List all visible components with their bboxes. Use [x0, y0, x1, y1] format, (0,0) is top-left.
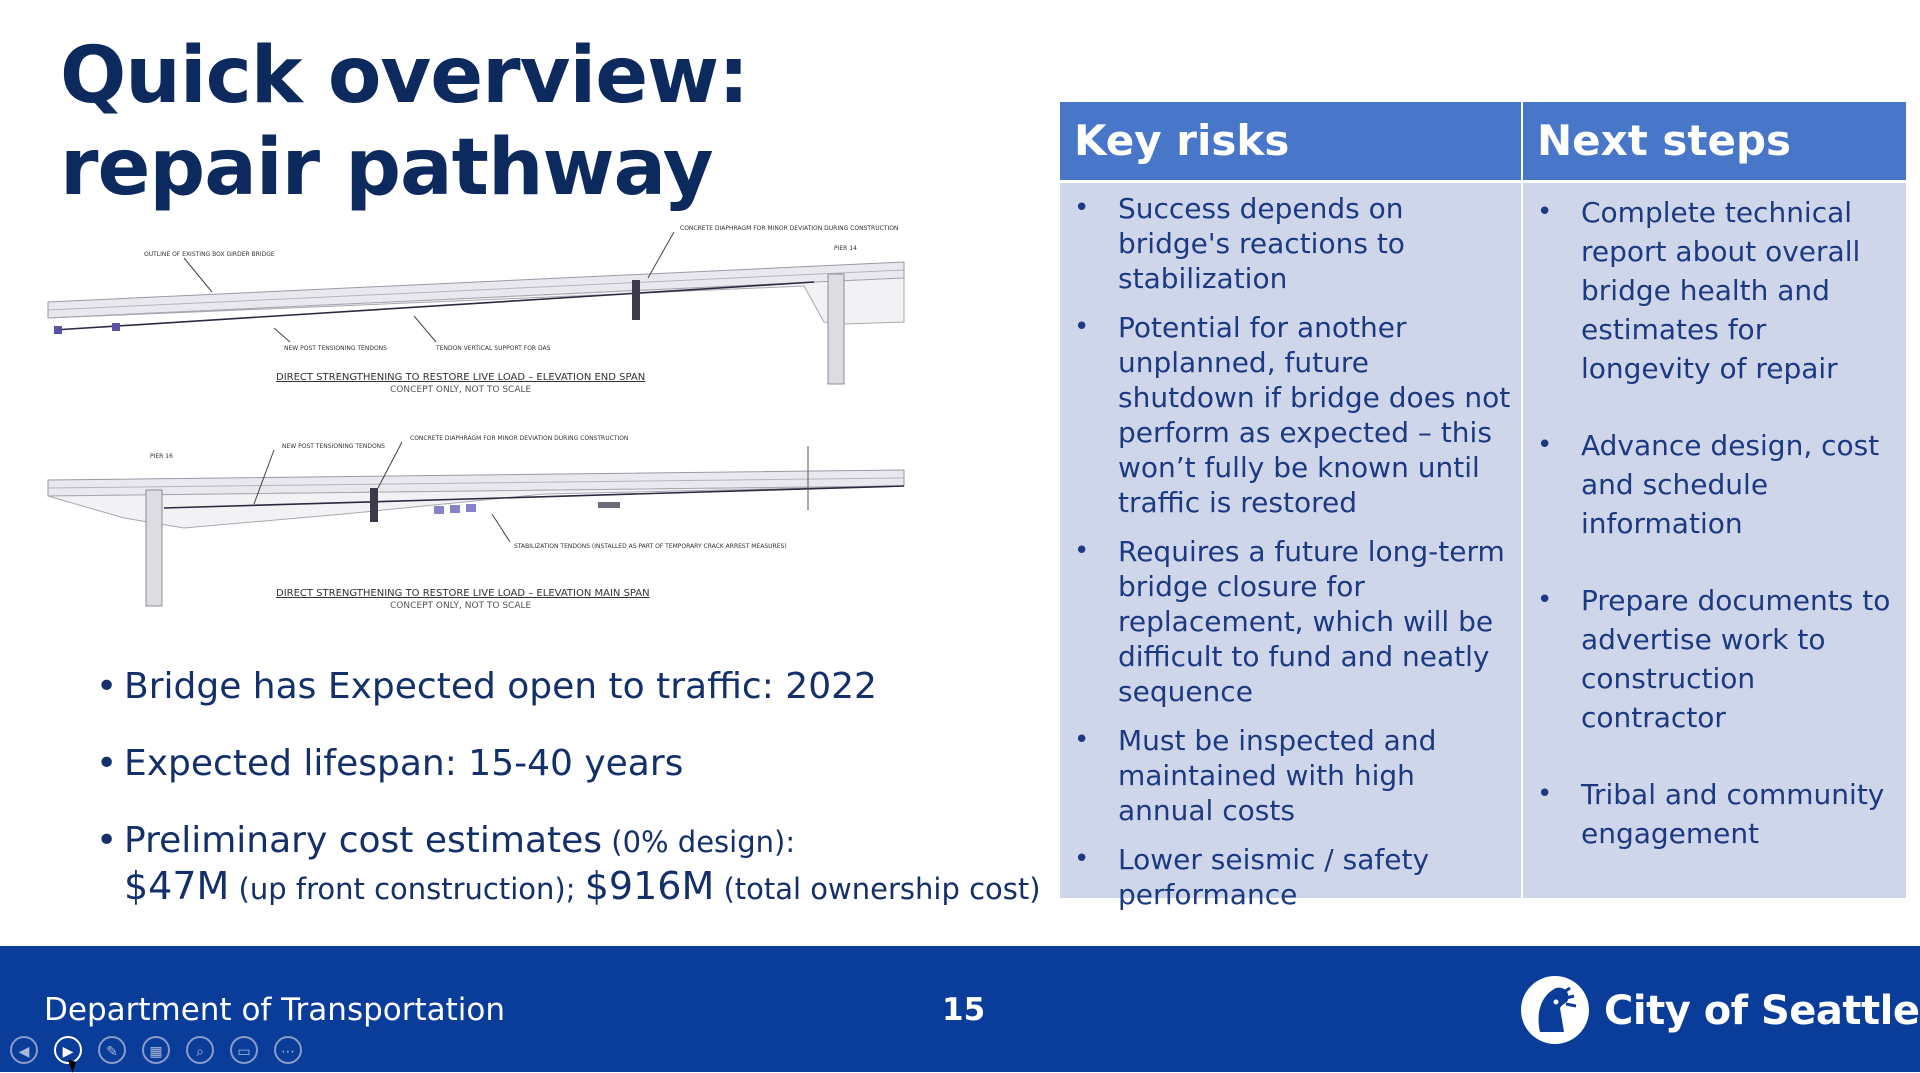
summary-bullets — [96, 665, 1056, 944]
post-tension-note-top: NEW POST TENSIONING TENDONS — [284, 345, 387, 352]
bullet-cost-estimates — [96, 819, 1056, 911]
main-span-scale-note: CONCEPT ONLY, NOT TO SCALE — [390, 601, 532, 611]
cost-estimates-label: Preliminary cost estimates — [124, 820, 603, 861]
diaphragm-note-bottom: CONCRETE DIAPHRAGM FOR MINOR DEVIATION DURING CONSTRUCTION — [410, 435, 629, 442]
end-span-caption: DIRECT STRENGTHENING TO RESTORE LIVE LOAD – ELEVATION END SPAN — [276, 372, 646, 383]
list-item: • Success depends on bridge's reactions to stabilization — [1060, 191, 1521, 296]
bullet-open-to-traffic: • Bridge has Expected open to traffic: 2022 — [96, 665, 1056, 709]
list-item: • Must be inspected and maintained with high annual costs — [1060, 723, 1521, 828]
key-risks-header: Key risks — [1060, 102, 1521, 183]
next-icon[interactable]: ▶ — [54, 1036, 82, 1064]
city-seal-logo-icon — [1518, 974, 1592, 1046]
post-tension-note-bottom: NEW POST TENSIONING TENDONS — [282, 443, 385, 450]
list-item: • Prepare documents to advertise work to construction contractor — [1523, 581, 1906, 737]
next-steps-header: Next steps — [1523, 102, 1906, 183]
main-span-caption: DIRECT STRENGTHENING TO RESTORE LIVE LOAD – ELEVATION MAIN SPAN — [276, 588, 650, 599]
upfront-cost-note: (up front construction); — [229, 872, 585, 906]
end-span-scale-note: CONCEPT ONLY, NOT TO SCALE — [390, 385, 532, 395]
tendon-support-note: TENDON VERTICAL SUPPORT FOR DAS — [436, 345, 551, 352]
department-name: Department of Transportation — [44, 992, 506, 1028]
upfront-cost: $47M — [124, 864, 230, 908]
ownership-cost: $916M — [584, 864, 715, 908]
end-span-elevation — [48, 225, 904, 395]
box-girder-note: OUTLINE OF EXISTING BOX GIRDER BRIDGE — [144, 251, 275, 258]
subtitles-icon[interactable]: ▭ — [230, 1036, 258, 1064]
bridge-elevation-drawings — [44, 218, 910, 618]
design-percent-note: (0% design): — [602, 825, 796, 859]
diaphragm-note-top: CONCRETE DIAPHRAGM FOR MINOR DEVIATION DURING CONSTRUCTION — [680, 225, 899, 232]
pier-16-label: PIER 16 — [150, 453, 173, 460]
bullet-lifespan: • Expected lifespan: 15-40 years — [96, 742, 1056, 786]
list-item: • Complete technical report about overall bridge health and estimates for longevity of repair — [1523, 193, 1906, 388]
more-options-icon[interactable]: ⋯ — [274, 1036, 302, 1064]
key-risks-list — [1060, 183, 1521, 912]
pen-icon[interactable]: ✎ — [98, 1036, 126, 1064]
main-span-elevation — [48, 435, 904, 611]
risks-steps-table — [1060, 102, 1906, 911]
slide-title: Quick overview: repair pathway — [60, 31, 749, 213]
list-item: • Tribal and community engagement — [1523, 775, 1906, 853]
stabilization-tendons-note: STABILIZATION TENDONS (INSTALLED AS PART OF TEMPORARY CRACK ARREST MEASURES) — [514, 543, 787, 550]
list-item: • Potential for another unplanned, future shutdown if bridge does not perform as expected – this won’t fully be known until traffic is restored — [1060, 310, 1521, 520]
zoom-icon[interactable]: ⌕ — [186, 1036, 214, 1064]
slides-grid-icon[interactable]: ▦ — [142, 1036, 170, 1064]
list-item: • Lower seismic / safety performance — [1060, 842, 1521, 912]
pier-14-label: PIER 14 — [834, 245, 857, 252]
list-item: • Advance design, cost and schedule information — [1523, 426, 1906, 543]
presenter-toolbar — [10, 1036, 302, 1066]
previous-icon[interactable]: ◀ — [10, 1036, 38, 1064]
slide-number: 15 — [942, 992, 986, 1028]
city-of-seattle-wordmark: City of Seattle — [1604, 988, 1920, 1034]
ownership-cost-note: (total ownership cost) — [714, 872, 1041, 906]
key-risks-column — [1060, 102, 1521, 911]
list-item: • Requires a future long-term bridge closure for replacement, which will be difficult to fund and neatly sequence — [1060, 534, 1521, 709]
next-steps-column — [1523, 102, 1906, 898]
next-steps-list — [1523, 183, 1906, 853]
